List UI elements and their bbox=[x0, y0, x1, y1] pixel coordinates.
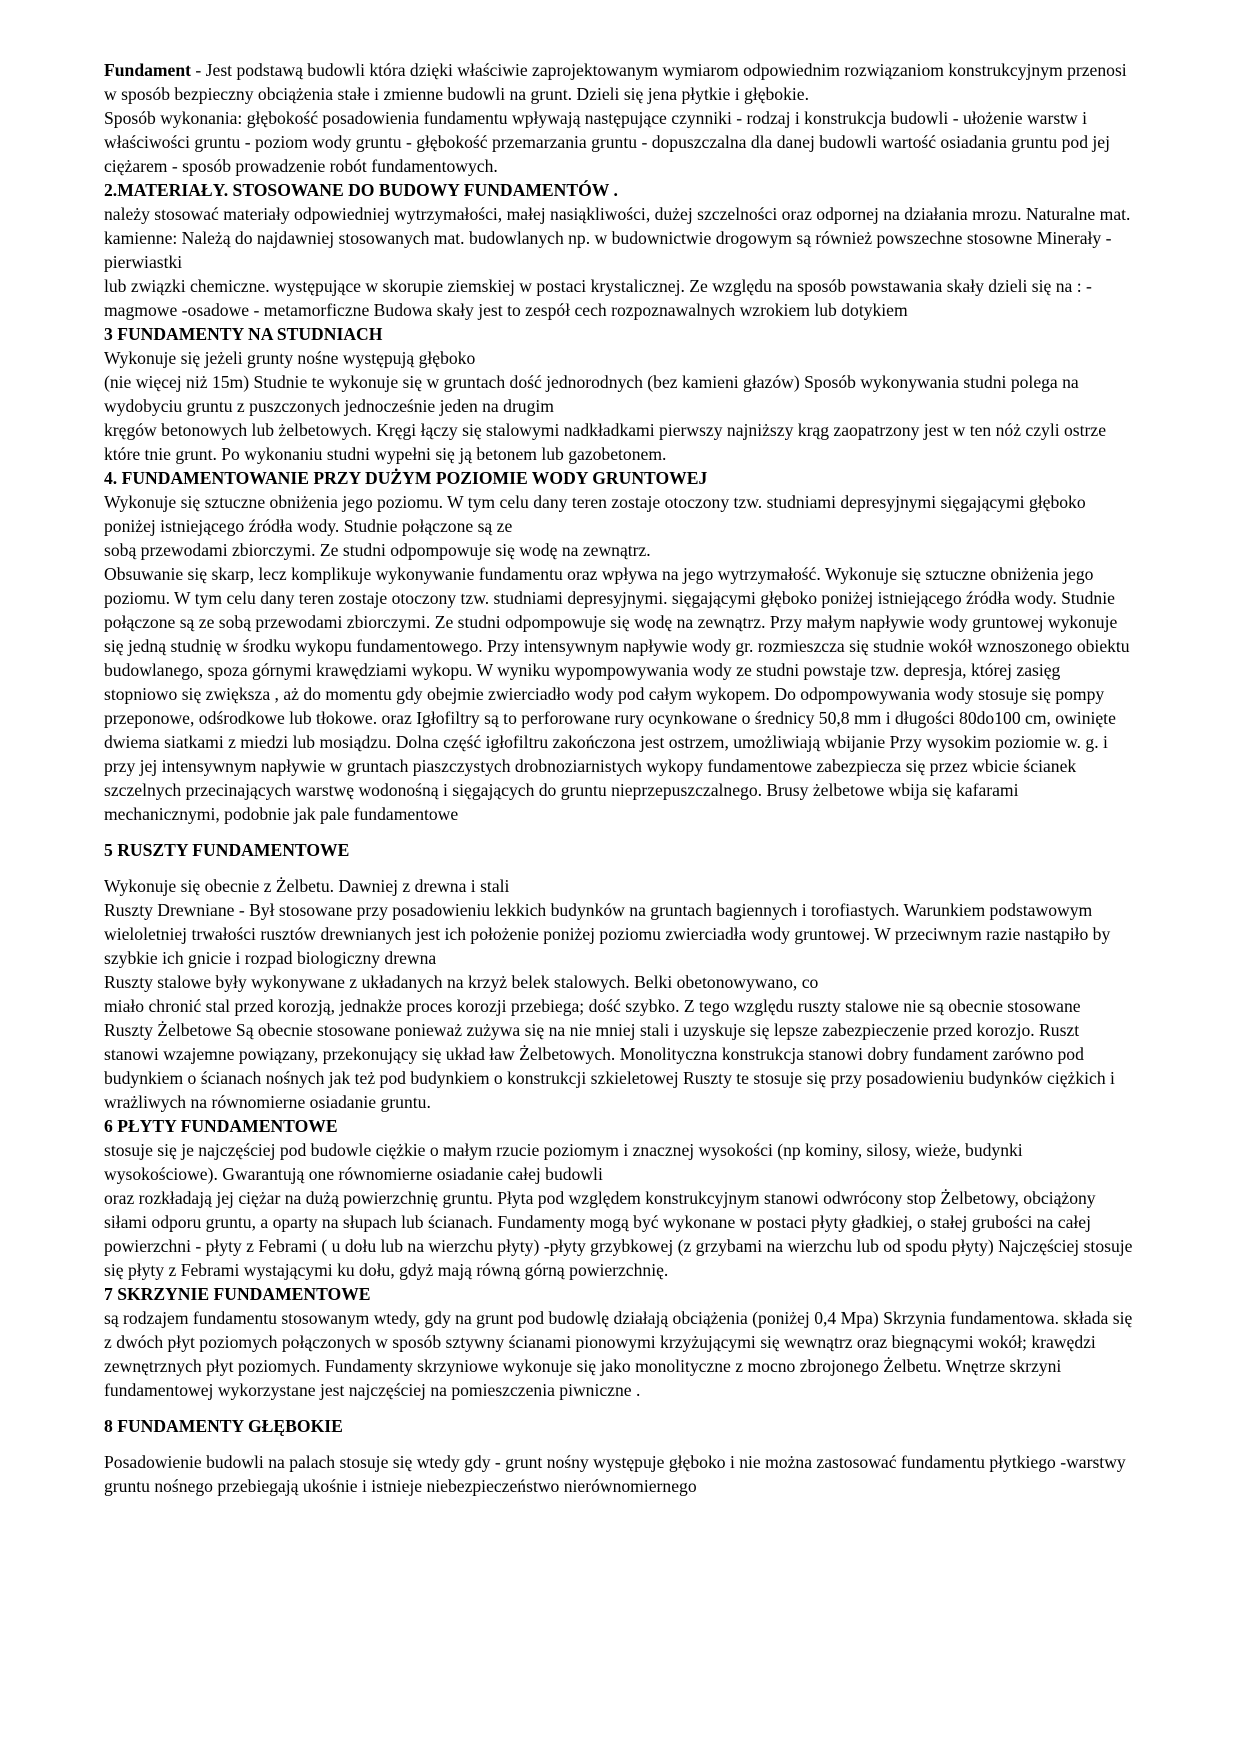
section-5-paragraph-2: Ruszty Drewniane - Był stosowane przy posadowieniu lekkich budynków na gruntach bagiennych i torofiastych. Warunkiem podstawowym wieloletniej trwałości rusztów drewnianych jest ich położenie poniżej poziomu zwierciadła wody gruntowej. W przeciwnym razie nastąpiło by szybkie ich gnicie i rozpad biologiczny drewna bbox=[104, 900, 1111, 968]
section-5-paragraph-3: Ruszty stalowe były wykonywane z układanych na krzyż belek stalowych. Belki obetonowywano, co bbox=[104, 972, 819, 992]
section-4-paragraph-3: Obsuwanie się skarp, lecz komplikuje wykonywanie fundamentu oraz wpływa na jego wytrzymałość. Wykonuje się sztuczne obniżenia jego poziomu. W tym celu dany teren zostaje otoczony tzw. studniami depresyjnymi. sięgającymi głęboko poniżej istniejącego źródła wody. Studnie połączone są ze sobą przewodami zbiorczymi. Ze studni odpompowuje się wodę na zewnątrz. Przy małym napływie wody gruntowej wykonuje się jedną studnię w środku wykopu fundamentowego. Przy intensywnym napływie wody gr. rozmieszcza się studnie wokół wznoszonego obiektu budowlanego, spoza górnymi krawędziami wykopu. W wyniku wypompowywania wody ze studni powstaje tzw. depresja, której zasięg stopniowo się zwiększa , aż do momentu gdy obejmie zwierciadło wody pod całym wykopem. Do odpompowywania wody stosuje się pompy przeponowe, odśrodkowe lub tłokowe. oraz Igłofiltry są to perforowane rury ocynkowane o średnicy 50,8 mm i długości 80do100 cm, owinięte dwiema siatkami z miedzi lub mosiądzu. Dolna część igłofiltru zakończona jest ostrzem, umożliwiają wbijanie Przy wysokim poziomie w. g. i przy jej intensywnym napływie w gruntach piaszczystych drobnoziarnistych wykopy fundamentowe zabezpiecza się przez wbicie ścianek szczelnych przecinających warstwę wodonośną i sięgających do gruntu nieprzepuszczalnego. Brusy żelbetowe wbija się kafarami mechanicznymi, podobnie jak pale fundamentowe bbox=[104, 564, 1130, 824]
section-3-paragraph-3: kręgów betonowych lub żelbetowych. Kręgi łączy się stalowymi nadkładkami pierwszy najniższy krąg zaopatrzony jest w ten nóż czyli ostrze które tnie grunt. Po wykonaniu studni wypełni się ją betonem lub gazobetonem. bbox=[104, 420, 1107, 464]
intro-lead: Fundament bbox=[104, 60, 192, 80]
section-6-paragraph-1: stosuje się je najczęściej pod budowle ciężkie o małym rzucie poziomym i znacznej wysokości (np kominy, silosy, wieże, budynki wysokościowe). Gwarantują one równomierne osiadanie całej budowli bbox=[104, 1140, 1023, 1184]
intro-method-paragraph: Sposób wykonania: głębokość posadowienia fundamentu wpływają następujące czynniki - rodzaj i konstrukcja budowli - ułożenie warstw i właściwości gruntu - poziom wody gruntu - głębokość przemarzania gruntu - dopuszczalna dla danej budowli wartość osiadania gruntu pod jej ciężarem - sposób prowadzenie robót fundamentowych. bbox=[104, 108, 1110, 176]
section-2-paragraph-2: lub związki chemiczne. występujące w skorupie ziemskiej w postaci krystalicznej. Ze względu na sposób powstawania skały dzieli się na : - magmowe -osadowe - metamorficzne Budowa skały jest to zespół cech rozpoznawalnych wzrokiem lub dotykiem bbox=[104, 276, 1092, 320]
section-7-paragraph-1: są rodzajem fundamentu stosowanym wtedy, gdy na grunt pod budowlę działają obciążenia (poniżej 0,4 Mpa) Skrzynia fundamentowa. składa się z dwóch płyt poziomych połączonych w sposób sztywny ścianami pionowymi krzyżującymi się wewnątrz oraz biegnącymi wokół; krawędzi zewnętrznych płyt poziomych. Fundamenty skrzyniowe wykonuje się jako monolityczne z mocno zbrojonego Żelbetu. Wnętrze skrzyni fundamentowej wykorzystane jest najczęściej na pomieszczenia piwniczne . bbox=[104, 1308, 1133, 1400]
section-5-heading: 5 RUSZTY FUNDAMENTOWE bbox=[104, 840, 350, 860]
section-6-paragraph-2: oraz rozkładają jej ciężar na dużą powierzchnię gruntu. Płyta pod względem konstrukcyjnym stanowi odwrócony stop Żelbetowy, obciążony siłami odporu gruntu, a oparty na słupach lub ścianach. Fundamenty mogą być wykonane w postaci płyty gładkiej, o stałej grubości na całej powierzchni - płyty z Febrami ( u dołu lub na wierzchu płyty) -płyty grzybkowej (z grzybami na wierzchu lub od spodu płyty) Najczęściej stosuje się płyty z Febrami wystającymi ku dołu, gdyż mają równą górną powierzchnię. bbox=[104, 1188, 1133, 1280]
section-2-paragraph-1: należy stosować materiały odpowiedniej wytrzymałości, małej nasiąkliwości, dużej szczelności oraz odpornej na działania mrozu. Naturalne mat. kamienne: Należą do najdawniej stosowanych mat. budowlanych np. w budownictwie drogowym są również powszechne stosowne Minerały -pierwiastki bbox=[104, 204, 1131, 272]
section-5-paragraph-1: Wykonuje się obecnie z Żelbetu. Dawniej z drewna i stali bbox=[104, 876, 510, 896]
section-8-heading: 8 FUNDAMENTY GŁĘBOKIE bbox=[104, 1416, 343, 1436]
section-3-heading: 3 FUNDAMENTY NA STUDNIACH bbox=[104, 324, 383, 344]
section-4-heading: 4. FUNDAMENTOWANIE PRZY DUŻYM POZIOMIE WODY GRUNTOWEJ bbox=[104, 468, 708, 488]
section-6-heading: 6 PŁYTY FUNDAMENTOWE bbox=[104, 1116, 338, 1136]
section-8-paragraph-1: Posadowienie budowli na palach stosuje się wtedy gdy - grunt nośny występuje głęboko i nie można zastosować fundamentu płytkiego -warstwy gruntu nośnego przebiegają ukośnie i istnieje niebezpieczeństwo nierównomiernego bbox=[104, 1452, 1126, 1496]
section-5-paragraph-5: Ruszty Żelbetowe Są obecnie stosowane ponieważ zużywa się na nie mniej stali i uzyskuje się lepsze zabezpieczenie przed korozjo. Ruszt stanowi wzajemne powiązany, przekonujący się układ ław Żelbetowych. Monolityczna konstrukcja stanowi dobry fundament zarówno pod budynkiem o ścianach nośnych jak też pod budynkiem o konstrukcji szkieletowej Ruszty te stosuje się przy posadowieniu budynków ciężkich i wrażliwych na równomierne osiadanie gruntu. bbox=[104, 1020, 1115, 1112]
section-4-paragraph-2: sobą przewodami zbiorczymi. Ze studni odpompowuje się wodę na zewnątrz. bbox=[104, 540, 651, 560]
section-5-paragraph-4: miało chronić stal przed korozją, jednakże proces korozji przebiega; dość szybko. Z tego względu ruszty stalowe nie są obecnie stosowane bbox=[104, 996, 1081, 1016]
section-3-paragraph-1: Wykonuje się jeżeli grunty nośne występują głęboko bbox=[104, 348, 476, 368]
section-4-paragraph-1: Wykonuje się sztuczne obniżenia jego poziomu. W tym celu dany teren zostaje otoczony tzw. studniami depresyjnymi sięgającymi głęboko poniżej istniejącego źródła wody. Studnie połączone są ze bbox=[104, 492, 1086, 536]
document-body bbox=[104, 58, 1134, 1498]
section-3-paragraph-2: (nie więcej niż 15m) Studnie te wykonuje się w gruntach dość jednorodnych (bez kamieni głazów) Sposób wykonywania studni polega na wydobyciu gruntu z puszczonych jednocześnie jeden na drugim bbox=[104, 372, 1079, 416]
intro-text: - Jest podstawą budowli która dzięki właściwie zaprojektowanym wymiarom odpowiednim rozwiązaniom konstrukcyjnym przenosi w sposób bezpieczny obciążenia stałe i zmienne budowli na grunt. Dzieli się jena płytkie i głębokie. bbox=[104, 60, 1127, 104]
section-2-heading: 2.MATERIAŁY. STOSOWANE DO BUDOWY FUNDAMENTÓW . bbox=[104, 180, 618, 200]
section-7-heading: 7 SKRZYNIE FUNDAMENTOWE bbox=[104, 1284, 371, 1304]
intro-paragraph bbox=[104, 58, 1134, 106]
